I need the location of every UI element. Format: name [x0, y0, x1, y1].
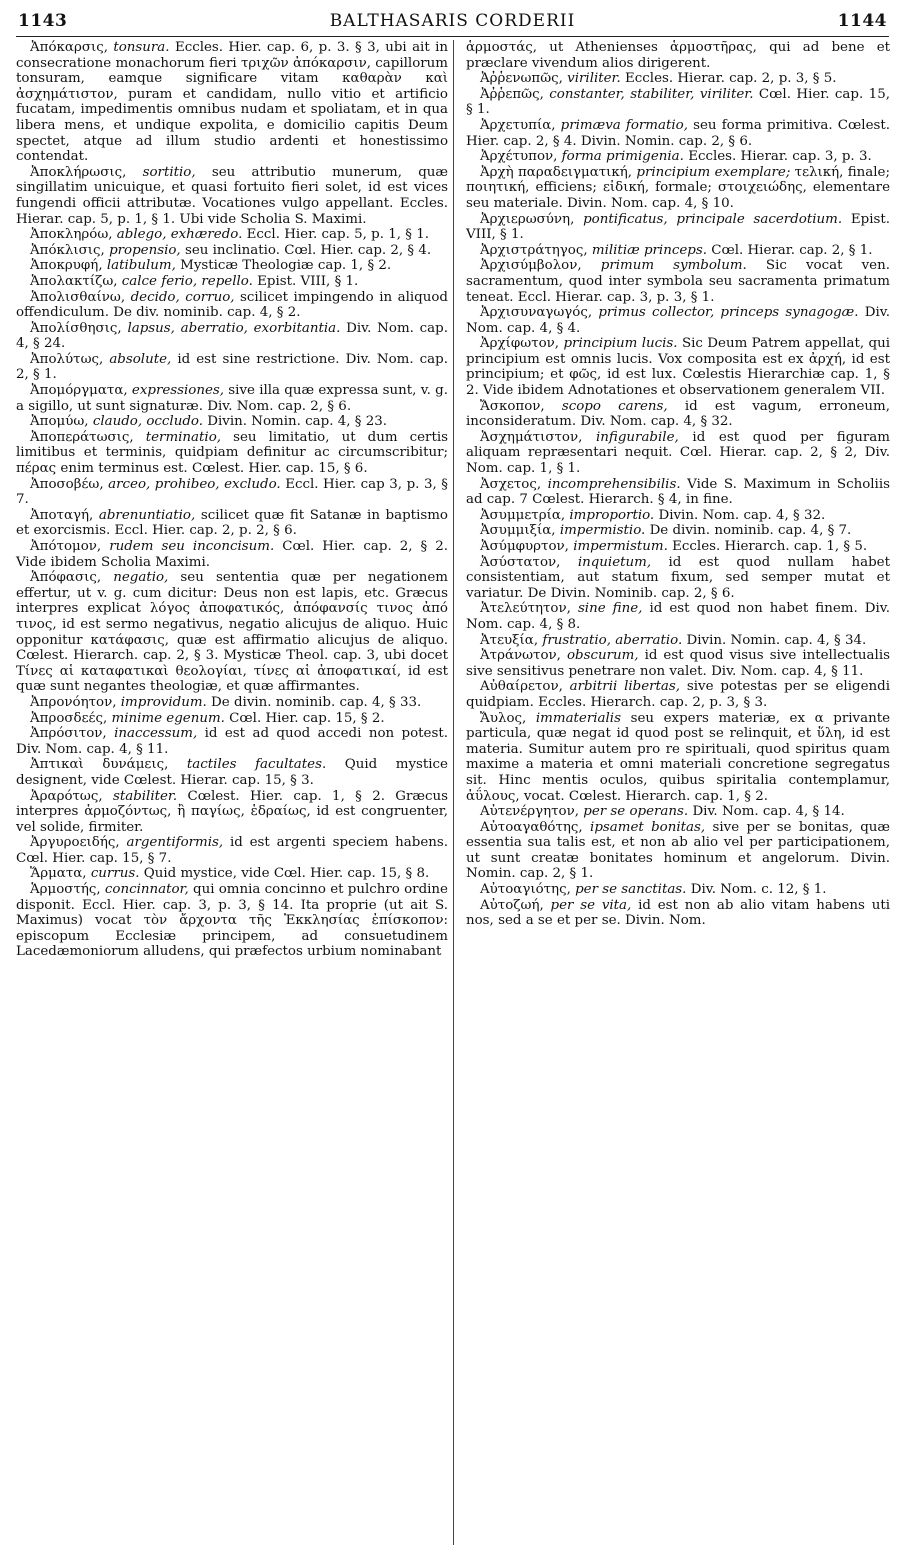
entry-headword: Ἀπόκλισις, [30, 242, 105, 258]
running-header [18, 8, 887, 34]
dictionary-entry [466, 243, 890, 259]
entry-translation: improportio. [569, 507, 655, 523]
entry-translation: minime egenum. [111, 710, 225, 726]
dictionary-entry [466, 898, 890, 929]
entry-translation: per se vita, [550, 897, 632, 913]
entry-translation: calce ferio, repello. [121, 273, 253, 289]
entry-headword: Αὐτοαγαθότης, [480, 819, 583, 835]
entry-body: seu sententia quæ per negationem effertur, ut v. g. cum dicitur: Deus non est lapis, etc. Græcus interpres explicat λόγος ἀποφατικός, ἀπόφανσίς τινος ἀπό τινος, id est sermo negativus, negatio alicujus de aliquo. Huic opponitur κατάφασις, quæ est affirmatio alicujus de aliquo. Cœlest. Hierarch. cap. 2, § 3. Mysticæ Theol. cap. 3, ubi docet Τίνες αἱ καταφατικαὶ θεολογίαι, τίνες αἱ ἀποφατικαί, id est quæ sunt negantes theologiæ, et quæ affirmantes. [16, 570, 448, 695]
entry-translation: impermistio. [559, 523, 646, 539]
entry-translation: per se sanctitas. [575, 882, 687, 898]
dictionary-entry [466, 648, 890, 679]
dictionary-entry [16, 695, 448, 711]
entry-headword: Ἀπομόργματα, [30, 383, 128, 399]
entry-headword: Ἀρχιστράτηγος, [480, 242, 588, 258]
entry-body: τελική, finale; ποιητική, efficiens; εἰδική, formale; στοιχειώδης, elementare seu materiale. Divin. Nom. cap. 4, § 10. [466, 164, 890, 211]
entry-translation: tonsura. [113, 40, 170, 55]
entry-headword: Ἀτράνωτον, [480, 648, 561, 664]
dictionary-entry [16, 165, 448, 227]
entry-body: Div. Nom. c. 12, § 1. [690, 882, 827, 898]
dictionary-entry [466, 711, 890, 805]
entry-translation: tactiles facultates. [186, 757, 327, 773]
dictionary-entry [466, 804, 890, 820]
dictionary-entry [16, 757, 448, 788]
entry-headword: Ἀτευξία, [480, 632, 539, 648]
entry-body: Quid mystice designent, vide Cœlest. Hierar. cap. 15, § 3. [16, 757, 448, 788]
dictionary-entry [466, 882, 890, 898]
entry-translation: inquietum, [577, 554, 652, 570]
entry-body: Eccles. Hierar. cap. 3, p. 3. [688, 149, 872, 165]
entry-headword: Ἀπτικαὶ δυνάμεις, [30, 757, 169, 773]
entry-headword: Ἀργυροειδής, [30, 835, 120, 851]
entry-headword: Ἀπολακτίζω, [30, 273, 118, 289]
entry-headword: Ἄυλος, [480, 710, 527, 726]
dictionary-entry [466, 165, 890, 212]
entry-body: scilicet impingendo in aliquod offendiculum. De div. nominib. cap. 4, § 2. [16, 289, 448, 321]
dictionary-entry [16, 477, 448, 508]
entry-body: seu expers materiæ, ex α privante particula, quæ negat id quod post se relinquit, et ὕλη, id est materia. Sumitur autem pro re spirituali, quod spiritus quam maxime a materia et omni materiali concretione segregatus sit. Hinc mentis oculos, quibus spiritalia contemplamur, ἀΰλους, vocat. Cœlest. Hierarch. cap. 1, § 2. [466, 710, 891, 804]
entry-translation: arceo, prohibeo, excludo. [108, 476, 281, 492]
entry-translation: ipsamet bonitas, [590, 819, 706, 835]
entry-headword: Ἀρχισύμβολον, [480, 258, 582, 274]
dictionary-entry [466, 820, 890, 882]
entry-body: Cœlest. Hier. cap. 1, § 2. Græcus interpres ἁρμοζόντως, ἢ παγίως, ἑδραίως, id est congruenter, vel solide, firmiter. [16, 788, 448, 835]
entry-headword: Αὐτενέργητον, [480, 804, 579, 820]
entry-headword: Ἀποκληρόω, [30, 227, 113, 243]
entry-translation: absolute, [109, 351, 172, 367]
dictionary-entry [16, 882, 448, 960]
entry-body: seu attributio munerum, quæ singillatim unicuique, et quasi fortuito fieri solet, id est vices fungendi officii attributæ. Vocationes vulgo appellant. Eccles. Hierar. cap. 5, p. 1, § 1. Ubi vide Scholia S. Maximi. [16, 164, 448, 227]
dictionary-entry [466, 539, 890, 555]
dictionary-entry [16, 711, 448, 727]
entry-body: De divin. nominib. cap. 4, § 7. [649, 523, 852, 539]
entry-translation: sortitio, [142, 164, 196, 180]
entry-body: id est ad quod accedi non potest. Div. Nom. cap. 4, § 11. [16, 726, 448, 757]
entry-headword: Ἀπολισθαίνω, [30, 289, 126, 305]
dictionary-entry [466, 523, 890, 539]
entry-translation: impermistum. [573, 539, 668, 554]
entry-translation: terminatio, [145, 429, 222, 445]
entry-translation: propensio, [109, 242, 181, 258]
entry-headword: Ἀποπεράτωσις, [30, 429, 134, 445]
entry-translation: concinnator, [104, 882, 189, 898]
header-rule [16, 36, 889, 37]
entry-headword: Ἁρμοστής, [30, 882, 101, 898]
entry-translation: obscurum, [566, 648, 639, 664]
dictionary-entry [16, 835, 448, 866]
entry-translation: pontificatus, principale sacerdotium. [583, 211, 843, 227]
dictionary-entry [16, 227, 448, 243]
dictionary-entry [16, 570, 448, 695]
dictionary-entry [16, 414, 448, 430]
entry-body: Divin. Nom. cap. 4, § 32. [658, 507, 826, 523]
entry-headword: Ἀσυμμιξία, [480, 523, 556, 539]
entry-body: Div. Nom. cap. 4, § 14. [692, 804, 845, 820]
dictionary-entry [466, 71, 890, 87]
entry-body: Mysticæ Theologiæ cap. 1, § 2. [180, 258, 392, 274]
dictionary-entry [466, 477, 890, 508]
entry-body: Eccles. Hierarch. cap. 1, § 5. [672, 539, 868, 554]
entry-body: ἁρμοστάς, ut Athenienses ἁρμοστῆρας, qui ad bene et præclare vivendum alios dirigerent. [466, 40, 890, 71]
dictionary-entry [466, 149, 890, 165]
dictionary-entry [466, 633, 890, 649]
entry-translation: arbitrii libertas, [569, 679, 681, 695]
entry-body: seu forma primitiva. Cœlest. Hier. cap. 2, § 4. Divin. Nomin. cap. 2, § 6. [466, 117, 891, 149]
entry-headword: Αὐτοαγιότης, [480, 882, 571, 898]
entry-translation: viriliter. [567, 71, 621, 87]
entry-translation: primæva formatio, [560, 117, 688, 133]
entry-translation: abrenuntiatio, [98, 507, 196, 523]
dictionary-entry [16, 430, 448, 477]
entry-headword: Ἀρχετυπία, [480, 117, 556, 133]
dictionary-entry [16, 789, 448, 836]
page-number-left: 1143 [18, 11, 68, 31]
dictionary-entry [466, 601, 890, 632]
entry-translation: immaterialis [535, 710, 621, 726]
entry-body: Divin. Nomin. cap. 4, § 34. [686, 632, 867, 648]
dictionary-entry [16, 290, 448, 321]
dictionary-entry [16, 508, 448, 539]
page-number-right: 1144 [837, 11, 887, 31]
entry-headword: Ἀρχιερωσύνη, [480, 211, 575, 227]
dictionary-entry [466, 305, 890, 336]
entry-body: Sic vocat ven. sacramentum, quod inter symbola seu sacramenta primatum teneat. Eccl. Hierar. cap. 3, p. 3, § 1. [466, 258, 890, 305]
dictionary-entry [16, 321, 448, 352]
entry-body: Cœl. Hier. cap. 15, § 2. [229, 710, 385, 726]
entry-body: id est quod per figuram aliquam repræsentari nequit. Cœl. Hierar. cap. 2, § 2, Div. Nom. cap. 1, § 1. [466, 429, 890, 477]
entry-body: scilicet quæ fit Satanæ in baptismo et exorcismis. Eccl. Hier. cap. 2, p. 2, § 6. [16, 507, 448, 539]
entry-translation: claudo, occludo. [92, 414, 203, 430]
entry-headword: Ἀπολίσθησις, [30, 320, 122, 336]
entry-body: sive illa quæ expressa sunt, v. g. a sigillo, ut sunt signaturæ. Div. Nom. cap. 2, § 6. [16, 383, 449, 414]
entry-body: Eccl. Hier. cap. 5, p. 1, § 1. [246, 227, 429, 243]
entry-translation: latibulum, [106, 258, 176, 274]
dictionary-entry [16, 539, 448, 570]
dictionary-entry [466, 555, 890, 602]
dictionary-entry [466, 40, 890, 71]
dictionary-entry [466, 679, 890, 710]
entry-headword: Ἀτελεύτητον, [480, 601, 571, 617]
entry-headword: Ἀποκρυφή, [30, 258, 103, 274]
entry-body: Sic Deum Patrem appellat, qui principium est omnis lucis. Vox composita est ex ἀρχή, id est principium; et φῶς, id est lux. Cœlestis Hierarchiæ cap. 1, § 2. Vide ibidem Adnotationes et observationem generalem VII. [466, 336, 890, 399]
entry-body: Eccles. Hierar. cap. 2, p. 3, § 5. [625, 71, 837, 87]
entry-body: Divin. Nomin. cap. 4, § 23. [207, 414, 388, 430]
entry-headword: Ἀσύστατον, [480, 554, 561, 570]
dictionary-entry [466, 336, 890, 398]
entry-translation: expressiones, [131, 383, 225, 399]
dictionary-entry [16, 274, 448, 290]
entry-translation: negatio, [113, 570, 169, 586]
entry-headword: Ἀποκλήρωσις, [30, 164, 127, 180]
entry-headword: Ἀῤῥενωπῶς, [480, 71, 563, 87]
dictionary-entry [466, 258, 890, 305]
right-column [466, 40, 890, 929]
entry-body: id est non ab alio vitam habens uti nos, sed a se et per se. Divin. Nom. [466, 897, 890, 929]
entry-translation: decido, corruo, [130, 289, 235, 305]
entry-translation: improvidum. [120, 694, 207, 710]
entry-translation: stabiliter. [112, 788, 178, 804]
dictionary-entry [16, 243, 448, 259]
dictionary-entry [16, 258, 448, 274]
entry-body: Eccl. Hier. cap 3, p. 3, § 7. [16, 476, 448, 508]
dictionary-entry [466, 212, 890, 243]
dictionary-entry [466, 430, 890, 477]
entry-body: sive potestas per se eligendi quidpiam. Eccles. Hierarch. cap. 2, p. 3, § 3. [466, 679, 890, 710]
entry-translation: forma primigenia. [561, 149, 684, 165]
column-divider [453, 40, 454, 1545]
entry-translation: inaccessum, [114, 726, 198, 742]
entry-body: sive per se bonitas, quæ essentia sua talis est, et non ab alio vel per participationem, ut sunt creatæ bonitates hominum et angelorum. Divin. Nomin. cap. 2, § 1. [466, 819, 890, 882]
entry-headword: Ἀπρονόητον, [30, 694, 117, 710]
entry-body: Vide S. Maximum in Scholiis ad cap. 7 Cœlest. Hierarch. § 4, in fine. [466, 476, 890, 508]
entry-headword: Ἀπροσδεές, [30, 710, 108, 726]
entry-translation: incomprehensibilis. [547, 476, 681, 492]
running-title: BALTHASARIS CORDERII [329, 11, 576, 31]
entry-translation: per se operans. [583, 804, 689, 820]
entry-headword: Ἀπολύτως, [30, 351, 104, 367]
entry-body: qui omnia concinno et pulchro ordine disponit. Eccl. Hier. cap. 3, p. 3, § 14. Ita proprie (ut ait S. Maximus) vocat τὸν ἄρχοντα τῆς Ἐκκλησίας ἐπίσκοπον: episcopum Ecclesiæ principem, ad consuetudinem Lacedæmoniorum alludens, qui præfectos urbium nominabant [16, 882, 448, 960]
entry-headword: Ἀποταγή, [30, 507, 94, 523]
entry-translation: argentiformis, [126, 835, 224, 851]
entry-translation: sine fine, [577, 601, 643, 617]
entry-body: Cœl. Hier. cap. 2, § 2. Vide ibidem Scholia Maximi. [16, 539, 449, 570]
entry-headword: Ἀπομύω, [30, 414, 89, 430]
dictionary-entry [16, 40, 448, 165]
dictionary-entry [466, 87, 890, 118]
entry-body: id est sine restrictione. Div. Nom. cap. 2, § 1. [16, 351, 448, 383]
entry-headword: Ἄσκοπον, [480, 398, 545, 414]
entry-headword: Ἀῤῥεπῶς, [480, 86, 544, 102]
entry-body: Div. Nom. cap. 4, § 24. [16, 320, 448, 352]
entry-body: id est quod visus sive intellectualis sive sensitivus penetrare non valet. Div. Nom. cap. 4, § 11. [466, 648, 890, 679]
entry-body: id est quod nullam habet consistentiam, aut statum fixum, sed semper mutat et variatur. De Divin. Nominib. cap. 2, § 6. [466, 554, 890, 601]
entry-headword: Ἀπόκαρσις, [30, 40, 108, 55]
entry-headword: Ἀπόφασις, [30, 570, 102, 586]
entry-body: seu limitatio, ut dum certis limitibus et terminis, quidpiam definitur ac circumscribitur; πέρας enim terminus est. Cœlest. Hier. cap. 15, § 6. [16, 429, 448, 477]
entry-headword: Ἀσύμφυρτον, [480, 539, 569, 554]
dictionary-entry [16, 383, 448, 414]
entry-headword: Αὐτοζωή, [480, 897, 544, 913]
entry-headword: Ἀσυμμετρία, [480, 507, 566, 523]
entry-body: Quid mystice, vide Cœl. Hier. cap. 15, § 8. [143, 866, 430, 882]
entry-headword: Ἀποσοβέω, [30, 476, 104, 492]
entry-headword: Ἀπότομον, [30, 539, 102, 554]
entry-translation: militiæ princeps. [591, 242, 707, 258]
entry-translation: lapsus, aberratio, exorbitantia. [127, 320, 341, 336]
entry-body: Eccles. Hier. cap. 6, p. 3. § 3, ubi ait in consecratione monachorum fieri τριχῶν ἀπόκαρσιν, capillorum tonsuram, eamque significare vitam καθαρὰν καὶ ἀσχημάτιστον, puram et candidam, nullo vitio et artificio fucatam, impedimentis omnibus nudam et spoliatam, et in qua libera mens, et undique expolita, e domicilio capitis Deum spectet, atque ad illum studio ardenti et honestissimo contendat. [16, 40, 448, 165]
entry-translation: rudem seu inconcisum. [109, 539, 275, 554]
entry-headword: Ἀσχετος, [480, 476, 542, 492]
entry-body: Cœl. Hierar. cap. 2, § 1. [711, 242, 873, 258]
entry-headword: Ἀραρότως, [30, 788, 103, 804]
entry-translation: ablego, exhæredo. [116, 227, 243, 243]
entry-headword: Ἀσχημάτιστον, [480, 429, 583, 445]
entry-translation: principium exemplare; [636, 164, 791, 180]
entry-translation: currus. [90, 866, 140, 882]
entry-translation: scopo carens, [561, 398, 668, 414]
entry-translation: primum symbolum. [600, 258, 747, 274]
entry-body: id est quod non habet finem. Div. Nom. cap. 4, § 8. [466, 601, 891, 632]
dictionary-entry [16, 726, 448, 757]
entry-headword: Ἀρχὴ παραδειγματική, [480, 164, 633, 180]
entry-translation: primus collector, princeps synagogæ. [598, 305, 859, 321]
entry-body: Div. Nom. cap. 4, § 4. [466, 305, 890, 336]
entry-body: De divin. nominib. cap. 4, § 33. [211, 694, 422, 710]
entry-body: id est vagum, erroneum, inconsideratum. Div. Nom. cap. 4, § 32. [466, 398, 890, 430]
entry-headword: Ἀρχίφωτον, [480, 336, 560, 352]
dictionary-entry [466, 399, 890, 430]
entry-headword: Ἀπρόσιτον, [30, 726, 107, 742]
entry-body: Cœl. Hier. cap. 15, § 1. [466, 86, 890, 118]
entry-translation: frustratio, aberratio. [542, 632, 683, 648]
entry-translation: infigurabile, [596, 429, 679, 445]
entry-body: Epist. VIII, § 1. [466, 211, 890, 243]
entry-body: id est argenti speciem habens. Cœl. Hier. cap. 15, § 7. [16, 835, 449, 866]
entry-headword: Ἀρχισυναγωγός, [480, 305, 593, 321]
left-column [16, 40, 448, 960]
entry-translation: principium lucis. [563, 336, 678, 352]
dictionary-entry [466, 118, 890, 149]
dictionary-entry [466, 508, 890, 524]
entry-body: Epist. VIII, § 1. [257, 273, 359, 289]
entry-body: seu inclinatio. Cœl. Hier. cap. 2, § 4. [184, 242, 432, 258]
dictionary-entry [16, 866, 448, 882]
entry-headword: Ἅρματα, [30, 866, 87, 882]
entry-translation: constanter, stabiliter, viriliter. [549, 86, 754, 102]
entry-headword: Ἀρχέτυπον, [480, 149, 558, 165]
dictionary-entry [16, 352, 448, 383]
entry-headword: Αὐθαίρετον, [480, 679, 563, 695]
